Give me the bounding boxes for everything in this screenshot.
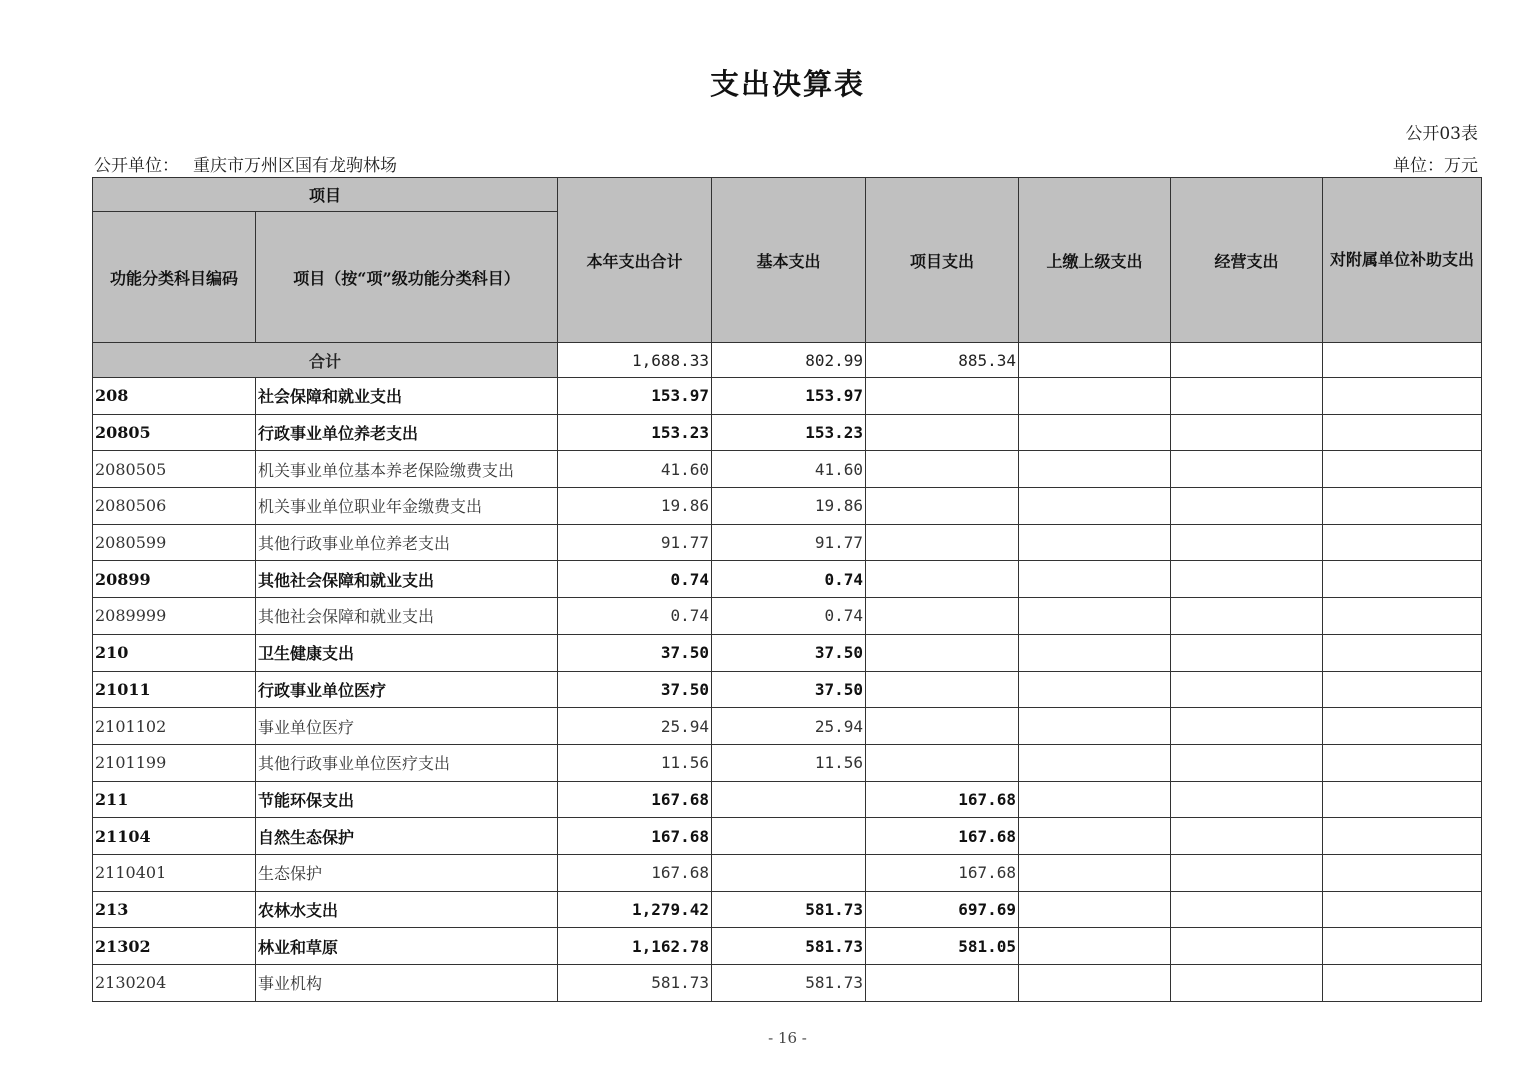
row-subsidy [1323,378,1482,415]
row-subsidy [1323,854,1482,891]
row-subsidy [1323,524,1482,561]
page-title: 支出决算表 [709,67,865,101]
row-code: 213 [93,891,256,928]
row-upper [1019,378,1171,415]
table-row [93,671,1482,708]
row-business [1171,965,1323,1002]
row-business [1171,891,1323,928]
row-total: 167.68 [558,818,712,855]
row-basic [712,854,866,891]
row-total: 167.68 [558,781,712,818]
row-business [1171,744,1323,781]
row-business [1171,634,1323,671]
table-row [93,928,1482,965]
row-basic: 19.86 [712,488,866,525]
row-code: 21302 [93,928,256,965]
table-row [93,854,1482,891]
table-row [93,965,1482,1002]
row-project [866,451,1019,488]
header-subsidy: 对附属单位补助支出 [1323,178,1482,343]
row-basic [712,818,866,855]
row-total: 0.74 [558,561,712,598]
row-project: 581.05 [866,928,1019,965]
row-upper [1019,634,1171,671]
row-total: 25.94 [558,708,712,745]
row-total: 581.73 [558,965,712,1002]
row-business [1171,524,1323,561]
row-basic: 581.73 [712,928,866,965]
row-total: 37.50 [558,634,712,671]
header-basic: 基本支出 [712,178,866,343]
row-project: 167.68 [866,781,1019,818]
row-basic: 91.77 [712,524,866,561]
row-code: 208 [93,378,256,415]
table-row [93,451,1482,488]
expenditure-table [92,177,1482,1002]
row-project [866,414,1019,451]
row-name: 农林水支出 [256,891,558,928]
row-basic: 41.60 [712,451,866,488]
total-basic: 802.99 [712,343,866,378]
row-basic: 581.73 [712,965,866,1002]
row-upper [1019,781,1171,818]
row-project [866,965,1019,1002]
row-name: 行政事业单位医疗 [256,671,558,708]
row-total: 11.56 [558,744,712,781]
row-basic: 581.73 [712,891,866,928]
row-total: 41.60 [558,451,712,488]
row-code: 2080506 [93,488,256,525]
row-upper [1019,451,1171,488]
row-total: 1,162.78 [558,928,712,965]
table-row [93,891,1482,928]
row-name: 机关事业单位职业年金缴费支出 [256,488,558,525]
row-upper [1019,414,1171,451]
row-upper [1019,488,1171,525]
row-basic: 11.56 [712,744,866,781]
row-total: 91.77 [558,524,712,561]
row-upper [1019,524,1171,561]
row-business [1171,928,1323,965]
row-project [866,744,1019,781]
row-project [866,488,1019,525]
row-business [1171,414,1323,451]
row-name: 事业单位医疗 [256,708,558,745]
row-name: 社会保障和就业支出 [256,378,558,415]
row-total: 167.68 [558,854,712,891]
row-name: 行政事业单位养老支出 [256,414,558,451]
row-project [866,524,1019,561]
reporting-unit [94,151,397,176]
row-name: 其他行政事业单位医疗支出 [256,744,558,781]
row-project: 167.68 [866,854,1019,891]
row-code: 2101199 [93,744,256,781]
row-name: 林业和草原 [256,928,558,965]
row-business [1171,854,1323,891]
row-code: 2130204 [93,965,256,1002]
row-name: 机关事业单位基本养老保险缴费支出 [256,451,558,488]
row-name: 其他行政事业单位养老支出 [256,524,558,561]
row-project [866,671,1019,708]
row-project [866,378,1019,415]
row-code: 21011 [93,671,256,708]
row-code: 2080505 [93,451,256,488]
row-code: 211 [93,781,256,818]
row-business [1171,378,1323,415]
row-project [866,708,1019,745]
row-upper [1019,928,1171,965]
total-subsidy [1323,343,1482,378]
row-name: 其他社会保障和就业支出 [256,561,558,598]
table-row [93,488,1482,525]
table-row [93,524,1482,561]
row-subsidy [1323,451,1482,488]
table-row [93,414,1482,451]
table-row [93,818,1482,855]
table-row [93,708,1482,745]
total-row [93,343,1482,378]
row-basic: 37.50 [712,634,866,671]
row-project: 697.69 [866,891,1019,928]
row-subsidy [1323,744,1482,781]
row-total: 0.74 [558,598,712,635]
header-upper: 上缴上级支出 [1019,178,1171,343]
row-upper [1019,598,1171,635]
row-subsidy [1323,891,1482,928]
header-code: 功能分类科目编码 [93,212,256,343]
total-total: 1,688.33 [558,343,712,378]
row-project [866,598,1019,635]
table-row [93,561,1482,598]
header-business: 经营支出 [1171,178,1323,343]
row-code: 20899 [93,561,256,598]
total-upper [1019,343,1171,378]
row-total: 153.23 [558,414,712,451]
header-project: 项目支出 [866,178,1019,343]
table-row [93,634,1482,671]
table-row [93,378,1482,415]
row-subsidy [1323,965,1482,1002]
row-upper [1019,708,1171,745]
page-number: - 16 - [768,1029,807,1047]
row-name: 生态保护 [256,854,558,891]
row-code: 2089999 [93,598,256,635]
row-business [1171,451,1323,488]
row-basic: 37.50 [712,671,866,708]
row-business [1171,781,1323,818]
row-subsidy [1323,781,1482,818]
row-subsidy [1323,488,1482,525]
row-code: 2080599 [93,524,256,561]
reporting-unit-name: 重庆市万州区国有龙驹林场 [193,156,397,176]
row-upper [1019,965,1171,1002]
row-total: 1,279.42 [558,891,712,928]
row-subsidy [1323,671,1482,708]
row-name: 事业机构 [256,965,558,1002]
reporting-unit-label: 公开单位： [94,156,179,176]
row-project: 167.68 [866,818,1019,855]
row-business [1171,671,1323,708]
row-upper [1019,891,1171,928]
row-upper [1019,671,1171,708]
row-upper [1019,854,1171,891]
total-business [1171,343,1323,378]
total-label: 合计 [93,343,558,378]
row-code: 210 [93,634,256,671]
row-name: 其他社会保障和就业支出 [256,598,558,635]
row-name: 自然生态保护 [256,818,558,855]
row-business [1171,818,1323,855]
row-upper [1019,818,1171,855]
row-business [1171,708,1323,745]
row-subsidy [1323,561,1482,598]
row-upper [1019,561,1171,598]
total-project: 885.34 [866,343,1019,378]
row-basic: 153.97 [712,378,866,415]
row-business [1171,598,1323,635]
table-row [93,598,1482,635]
form-number: 公开03表 [1405,124,1478,144]
row-basic: 153.23 [712,414,866,451]
currency-unit: 单位：万元 [1393,156,1478,176]
row-code: 20805 [93,414,256,451]
row-business [1171,488,1323,525]
header-name: 项目（按“项”级功能分类科目） [256,212,558,343]
row-code: 2101102 [93,708,256,745]
row-name: 节能环保支出 [256,781,558,818]
table-row [93,781,1482,818]
row-basic [712,781,866,818]
header-item-group: 项目 [93,178,558,212]
row-subsidy [1323,634,1482,671]
row-upper [1019,744,1171,781]
table-row [93,744,1482,781]
row-subsidy [1323,708,1482,745]
row-basic: 0.74 [712,598,866,635]
row-project [866,561,1019,598]
row-total: 19.86 [558,488,712,525]
header-total: 本年支出合计 [558,178,712,343]
row-code: 21104 [93,818,256,855]
row-business [1171,561,1323,598]
row-basic: 0.74 [712,561,866,598]
row-project [866,634,1019,671]
row-basic: 25.94 [712,708,866,745]
row-subsidy [1323,928,1482,965]
row-name: 卫生健康支出 [256,634,558,671]
row-total: 153.97 [558,378,712,415]
row-code: 2110401 [93,854,256,891]
row-subsidy [1323,414,1482,451]
row-subsidy [1323,818,1482,855]
row-total: 37.50 [558,671,712,708]
row-subsidy [1323,598,1482,635]
